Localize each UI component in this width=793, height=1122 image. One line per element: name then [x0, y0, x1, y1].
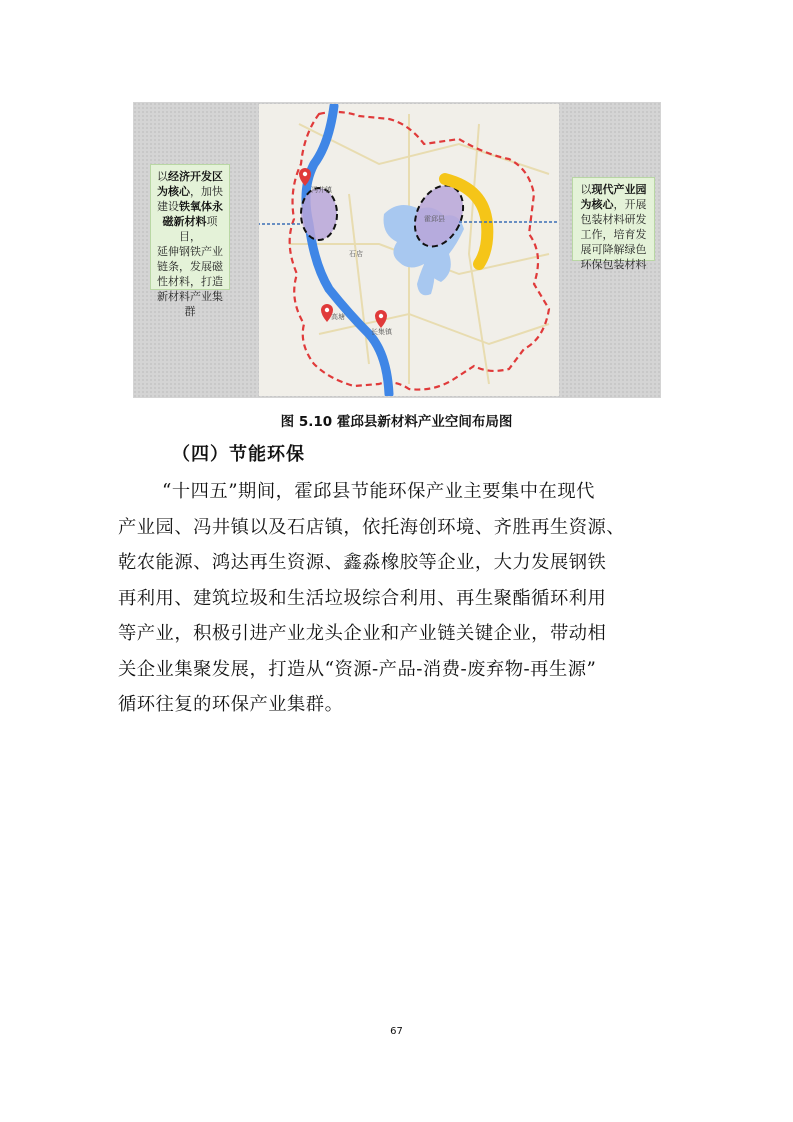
- map-figure: [133, 102, 661, 398]
- paragraph-line: 循环往复的环保产业集群。: [118, 694, 344, 715]
- paragraph-line: 再利用、建筑垃圾和生活垃圾综合利用、再生聚酯循环利用: [118, 587, 607, 609]
- label-changji: 长集镇: [371, 328, 392, 336]
- paragraph-line: 产业园、冯井镇以及石店镇，依托海创环境、齐胜再生资源、: [118, 516, 626, 538]
- page-number: 67: [390, 1026, 403, 1037]
- paragraph-line: “十四五”期间，霍邱县节能环保产业主要集中在现代: [162, 481, 595, 502]
- paragraph-line: 乾农能源、鸿达再生资源、鑫淼橡胶等企业，大力发展钢铁: [118, 552, 607, 573]
- callout-right: 以现代产业园 为核心，开展 包装材料研发 工作，培育发 展可降解绿色 环保包装材料: [572, 177, 655, 261]
- callout-left: 以经济开发区 为核心，加快 建设铁氧体永 磁新材料项目， 延伸钢铁产业 链条，发展磁 性材料，打造 新材料产业集 群: [150, 164, 230, 290]
- label-gaotang: 高塘: [331, 313, 345, 321]
- zone-left: [301, 188, 337, 240]
- paragraph-line: 关企业集聚发展，打造从“资源-产品-消费-废弃物-再生源”: [118, 658, 597, 680]
- label-fengjing: 冯井镇: [311, 186, 332, 194]
- county-map: [259, 104, 559, 396]
- body-paragraph: [118, 474, 680, 723]
- section-heading: （四）节能环保: [172, 444, 305, 465]
- label-shidian: 石店: [349, 250, 363, 258]
- paragraph-line: 等产业，积极引进产业龙头企业和产业链关键企业，带动相: [118, 623, 607, 644]
- label-county: 霍邱县: [424, 215, 445, 223]
- figure-caption: 图 5.10 霍邱县新材料产业空间布局图: [280, 414, 513, 430]
